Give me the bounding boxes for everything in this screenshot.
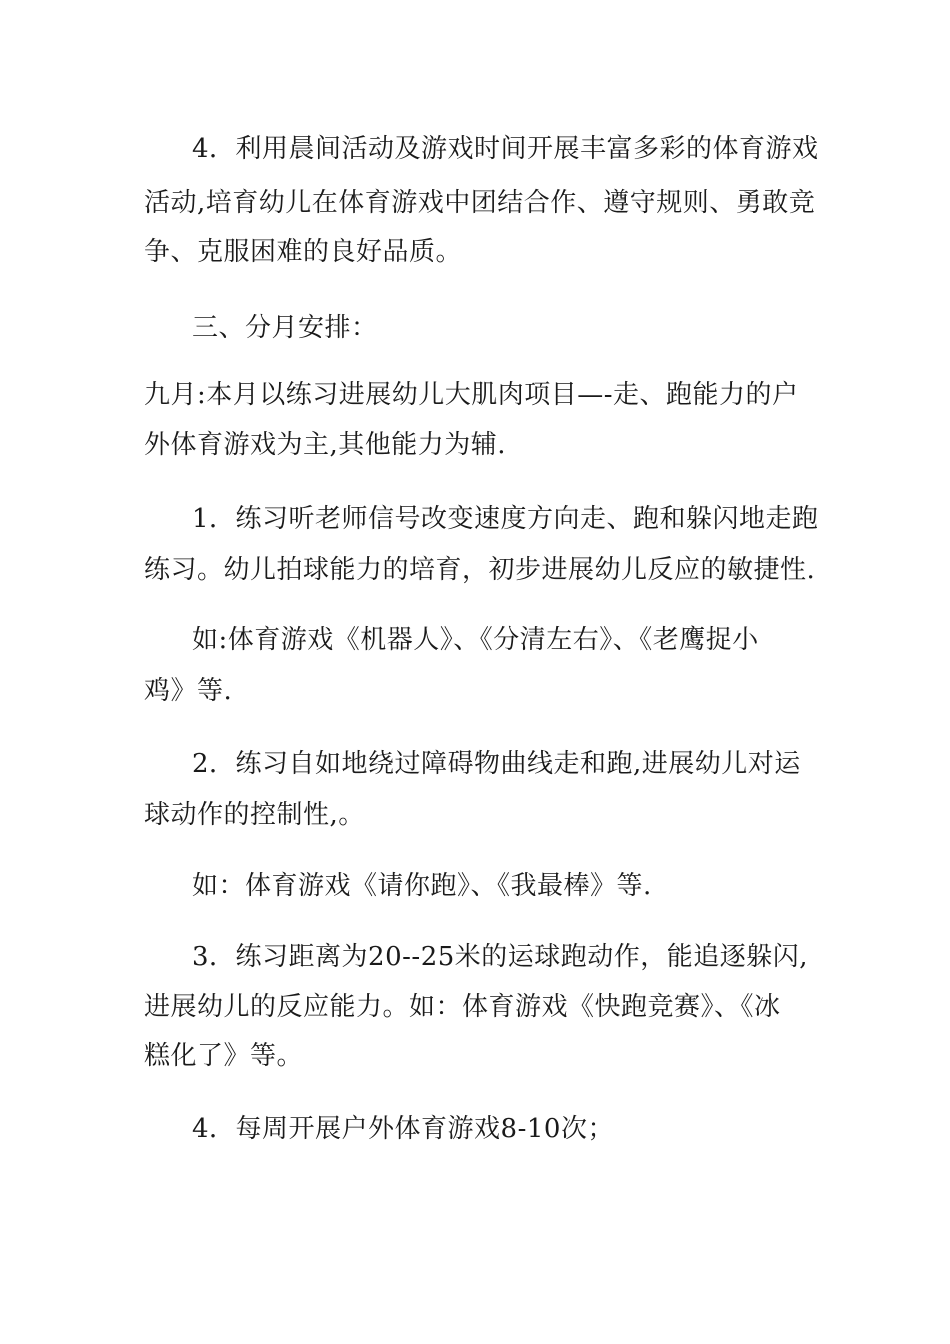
paragraph-8-line-2: 进展幼儿的反应能力。如：体育游戏《快跑竞赛》、《冰 [144,992,781,1022]
paragraph-9-line-1: 4．每周开展户外体育游戏8-10次； [192,1114,614,1144]
paragraph-5-line-1: 如:体育游戏《机器人》、《分清左右》、《老鹰捉小 [192,625,759,655]
paragraph-1-line-1: 4．利用晨间活动及游戏时间开展丰富多彩的体育游戏 [192,134,819,164]
section-heading: 三、分月安排： [192,313,378,343]
paragraph-1-line-2: 活动,培育幼儿在体育游戏中团结合作、遵守规则、勇敢竞 [144,188,816,218]
paragraph-5-line-2: 鸡》等. [144,676,233,706]
paragraph-4-line-2: 练习。幼儿拍球能力的培育，初步进展幼儿反应的敏捷性. [144,555,816,585]
paragraph-6-line-2: 球动作的控制性,。 [144,800,365,830]
paragraph-8-line-1: 3．练习距离为20--25米的运球跑动作，能追逐躲闪, [192,942,809,972]
paragraph-6-line-1: 2．练习自如地绕过障碍物曲线走和跑,进展幼儿对运 [192,749,801,779]
paragraph-1-line-3: 争、克服困难的良好品质。 [144,237,463,267]
paragraph-4-line-1: 1．练习听老师信号改变速度方向走、跑和躲闪地走跑 [192,504,819,534]
paragraph-3-line-1: 九月:本月以练习进展幼儿大肌肉项目—-走、跑能力的户 [144,380,799,410]
paragraph-3-line-2: 外体育游戏为主,其他能力为辅. [144,430,507,460]
paragraph-7-line-1: 如：体育游戏《请你跑》、《我最棒》等. [192,871,652,901]
paragraph-8-line-3: 糕化了》等。 [144,1041,304,1071]
